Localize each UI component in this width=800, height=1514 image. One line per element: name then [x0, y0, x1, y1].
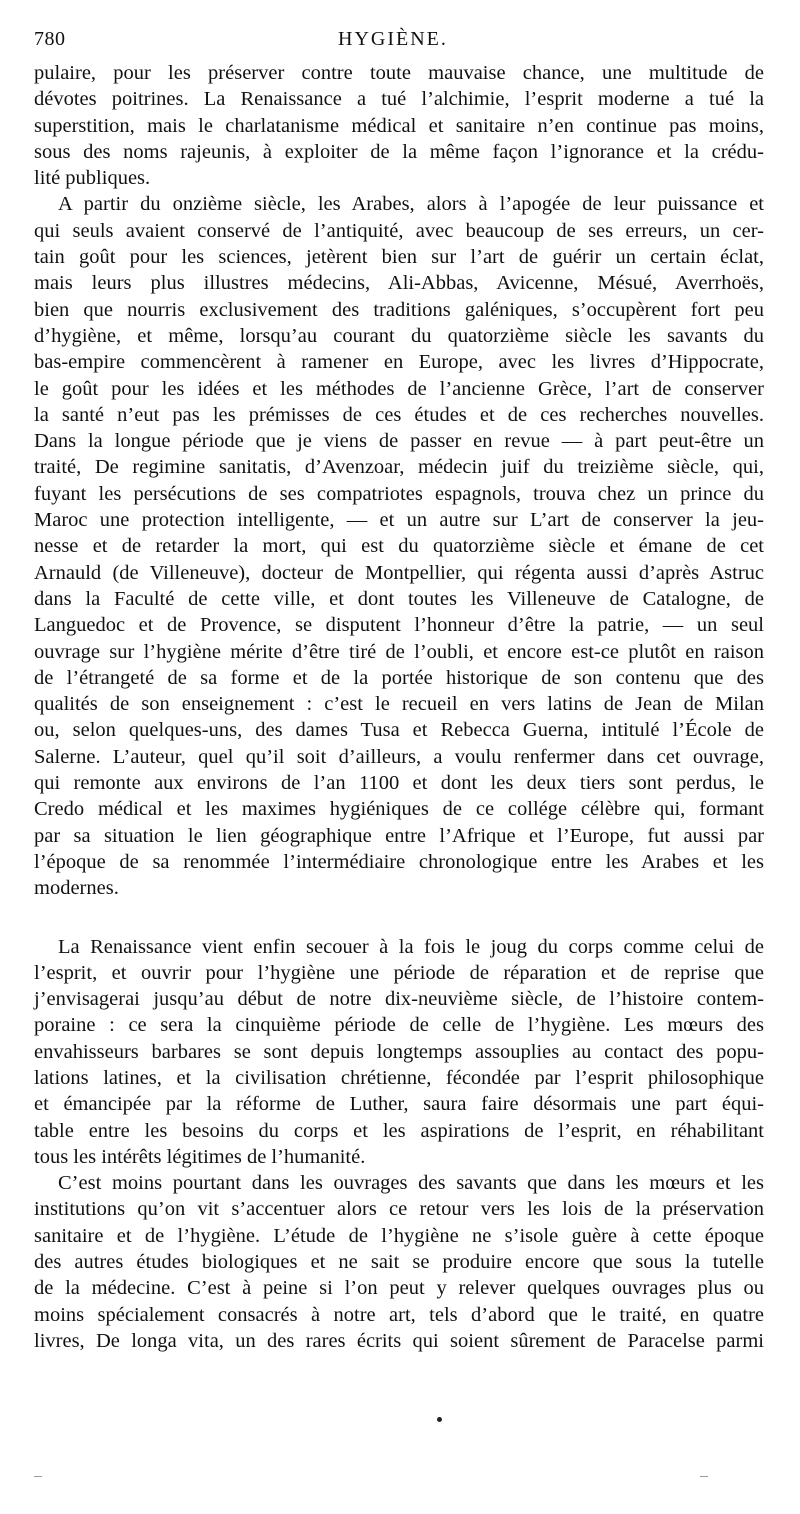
- text-line: table entre les besoins du corps et les aspirations de l’esprit, en réhabilitant: [34, 1119, 764, 1142]
- text-line: et émancipée par la réforme de Luther, saura faire désormais une part équi-: [34, 1093, 764, 1116]
- text-line: institutions qu’on vit s’accentuer alors ce retour vers les lois de la préservation: [34, 1198, 764, 1221]
- text-line: Languedoc et de Provence, se disputent l’honneur d’être la patrie, — un seul: [34, 614, 764, 637]
- text-line: C’est moins pourtant dans les ouvrages des savants que dans les mœurs et les: [58, 1172, 764, 1195]
- paragraph: [34, 191, 764, 901]
- paragraph-spacer: [34, 902, 764, 934]
- text-line: bien que nourris exclusivement des traditions galéniques, s’occupèrent fort peu: [34, 298, 764, 321]
- text-line: nesse et de retarder la mort, qui est du quatorzième siècle et émane de cet: [34, 535, 764, 558]
- text-line: bas-empire commencèrent à ramener en Europe, avec les livres d’Hippocrate,: [34, 351, 764, 374]
- text-line: envahisseurs barbares se sont depuis longtemps assouplies au contact des popu-: [34, 1040, 764, 1063]
- text-line: dévotes poitrines. La Renaissance a tué l’alchimie, l’esprit moderne a tué la: [34, 88, 764, 111]
- text-line: par sa situation le lien géographique entre l’Afrique et l’Europe, fut aussi par: [34, 824, 764, 847]
- running-title: HYGIÈNE.: [338, 28, 448, 50]
- text-line: qui seuls avaient conservé de l’antiquité, avec beaucoup de ses erreurs, un cer-: [34, 219, 764, 242]
- text-line: de la médecine. C’est à peine si l’on peut y relever quelques ouvrages plus ou: [34, 1277, 764, 1300]
- text-line: Salerne. L’auteur, quel qu’il soit d’ailleurs, a voulu renfermer dans cet ouvrage,: [34, 745, 764, 768]
- text-line: Arnauld (de Villeneuve), docteur de Montpellier, qui régenta aussi d’après Astruc: [34, 561, 764, 584]
- paragraph: [34, 1170, 764, 1354]
- text-line: La Renaissance vient enfin secouer à la fois le joug du corps comme celui de: [58, 935, 764, 958]
- ink-speck: [437, 1417, 442, 1422]
- text-line: dans la Faculté de cette ville, et dont toutes les Villeneuve de Catalogne, de: [34, 587, 764, 610]
- text-line: ouvrage sur l’hygiène mérite d’être tiré de l’oubli, et encore est-ce plutôt en raison: [34, 640, 764, 663]
- paragraph: [34, 934, 764, 1171]
- text-line: Dans la longue période que je viens de passer en revue — à part peut-être un: [34, 430, 764, 453]
- text-line: pulaire, pour les préserver contre toute mauvaise chance, une multitude de: [34, 62, 764, 84]
- text-line: lité publiques.: [34, 167, 151, 190]
- text-line: Credo médical et les maximes hygiéniques de ce collége célèbre qui, formant: [34, 798, 764, 821]
- text-line: qui remonte aux environs de l’an 1100 et dont les deux tiers sont perdus, le: [34, 772, 764, 795]
- text-line: de l’étrangeté de sa forme et de la portée historique de son contenu que des: [34, 666, 764, 689]
- text-line: sanitaire et de l’hygiène. L’étude de l’hygiène ne s’isole guère à cette époque: [34, 1224, 764, 1247]
- text-line: l’esprit, et ouvrir pour l’hygiène une période de réparation et de reprise que: [34, 961, 764, 984]
- page-number: 780: [34, 28, 66, 50]
- text-line: fuyant les persécutions de ses compatriotes espagnols, trouva chez un prince du: [34, 482, 764, 505]
- text-line: livres, De longa vita, un des rares écrits qui soient sûrement de Paracelse parmi: [34, 1329, 764, 1352]
- text-line: le goût pour les idées et les méthodes de l’ancienne Grèce, l’art de conserver: [34, 377, 764, 400]
- text-line: des autres études biologiques et ne sait se produire encore que sous la tutelle: [34, 1251, 764, 1274]
- running-head: [34, 28, 764, 58]
- text-line: ou, selon quelques-uns, des dames Tusa et Rebecca Guerna, intitulé l’École de: [34, 719, 764, 742]
- body-text: [34, 60, 764, 1354]
- text-line: traité, De regimine sanitatis, d’Avenzoar, médecin juif du treizième siècle, qui,: [34, 456, 764, 479]
- paragraph: [34, 60, 764, 191]
- text-line: moins spécialement consacrés à notre art, tels d’abord que le traité, en quatre: [34, 1303, 764, 1326]
- text-line: l’époque de sa renommée l’intermédiaire chronologique entre les Arabes et les: [34, 850, 764, 873]
- scan-mark-right: [700, 1476, 708, 1477]
- text-line: sous des noms rajeunis, à exploiter de la même façon l’ignorance et la crédu-: [34, 140, 764, 163]
- text-line: A partir du onzième siècle, les Arabes, alors à l’apogée de leur puissance et: [58, 193, 764, 216]
- text-line: j’envisagerai jusqu’au début de notre dix-neuvième siècle, de l’histoire contem-: [34, 988, 764, 1011]
- scan-mark-left: [34, 1476, 42, 1477]
- text-line: Maroc une protection intelligente, — et un autre sur L’art de conserver la jeu-: [34, 509, 764, 532]
- text-line: modernes.: [34, 877, 119, 900]
- text-line: la santé n’eut pas les prémisses de ces études et de ces recherches nouvelles.: [34, 403, 764, 426]
- text-line: mais leurs plus illustres médecins, Ali-Abbas, Avicenne, Mésué, Averrhoës,: [34, 272, 764, 295]
- text-line: qualités de son enseignement : c’est le recueil en vers latins de Jean de Milan: [34, 693, 764, 716]
- text-line: superstition, mais le charlatanisme médical et sanitaire n’en continue pas moins,: [34, 114, 764, 137]
- text-line: lations latines, et la civilisation chrétienne, fécondée par l’esprit philosophique: [34, 1066, 764, 1089]
- text-line: tain goût pour les sciences, jetèrent bien sur l’art de guérir un certain éclat,: [34, 246, 764, 269]
- text-line: poraine : ce sera la cinquième période de celle de l’hygiène. Les mœurs des: [34, 1014, 764, 1037]
- text-line: tous les intérêts légitimes de l’humanité.: [34, 1145, 366, 1168]
- text-line: d’hygiène, et même, lorsqu’au courant du quatorzième siècle les savants du: [34, 324, 764, 347]
